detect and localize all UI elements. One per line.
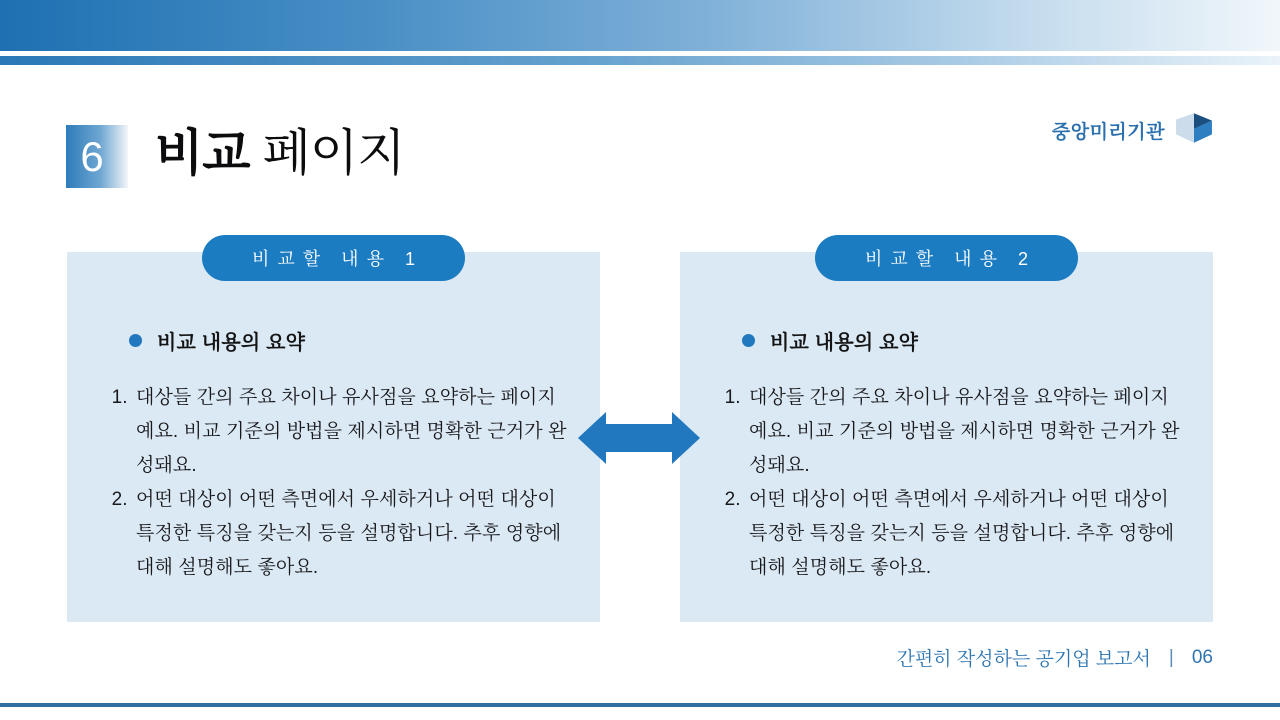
org-name: 중앙미리기관 — [1051, 121, 1165, 143]
panel-2-list — [722, 381, 1185, 585]
list-item: 2. 어떤 대상이 어떤 측면에서 우세하거나 어떤 대상이 특정한 특징을 갖는지 등을 설명합니다. 추후 영향에 대해 설명해도 좋아요. — [746, 483, 1185, 585]
book-logo-icon — [1175, 111, 1213, 150]
panel-2-header-label: 비교할 내용 2 — [865, 249, 1036, 269]
panel-2-header-pill — [815, 235, 1078, 281]
top-gradient-bar — [0, 0, 1280, 51]
panel-1-summary-title: 비교 내용의 요약 — [157, 332, 306, 354]
panel-2-summary-title: 비교 내용의 요약 — [770, 332, 919, 354]
slide-number-box — [66, 125, 128, 188]
bottom-accent-line — [0, 703, 1280, 707]
bullet-dot-icon — [129, 334, 142, 347]
page-title-rest: 페이지 — [262, 125, 405, 181]
panel-1-header-label: 비교할 내용 1 — [252, 249, 423, 269]
double-arrow-icon — [578, 412, 700, 464]
panel-1-header-pill — [202, 235, 465, 281]
slide-number: 6 — [80, 132, 104, 180]
slide-footer — [896, 644, 1213, 671]
footer-page-number: 06 — [1191, 646, 1213, 668]
list-item: 1. 대상들 간의 주요 차이나 유사점을 요약하는 페이지예요. 비교 기준의 방법을 제시하면 명확한 근거가 완성돼요. — [746, 381, 1185, 483]
bullet-dot-icon — [742, 334, 755, 347]
footer-divider: | — [1168, 646, 1174, 668]
page-title-bold: 비교 — [155, 125, 250, 181]
panel-1-list — [109, 381, 572, 585]
page-title — [155, 120, 405, 186]
comparison-panel-1 — [67, 252, 600, 622]
comparison-panel-2 — [680, 252, 1213, 622]
list-item: 2. 어떤 대상이 어떤 측면에서 우세하거나 어떤 대상이 특정한 특징을 갖는지 등을 설명합니다. 추후 영향에 대해 설명해도 좋아요. — [133, 483, 572, 585]
top-gradient-bar-thin — [0, 56, 1280, 65]
list-item: 1. 대상들 간의 주요 차이나 유사점을 요약하는 페이지예요. 비교 기준의 방법을 제시하면 명확한 근거가 완성돼요. — [133, 381, 572, 483]
org-brand — [1052, 112, 1213, 148]
footer-report-title: 간편히 작성하는 공기업 보고서 — [896, 649, 1151, 670]
